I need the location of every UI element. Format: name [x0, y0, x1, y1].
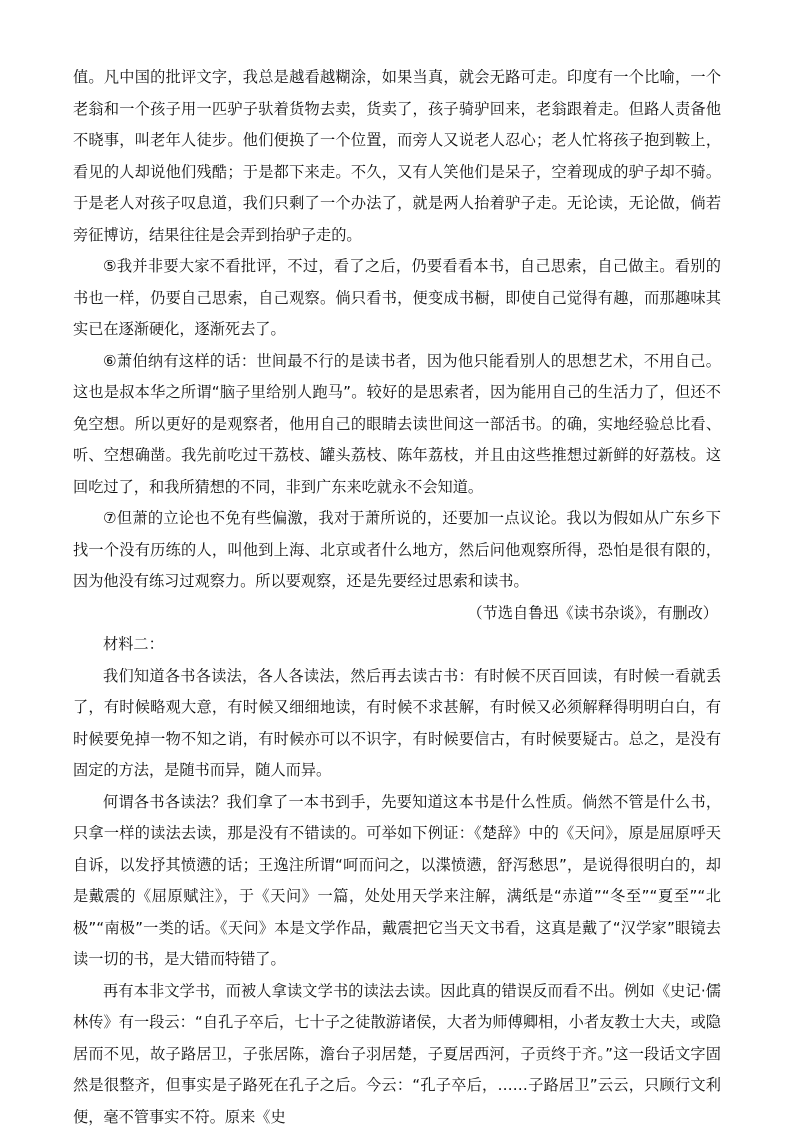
paragraph-6: ⑥萧伯纳有这样的话：世间最不行的是读书者，因为他只能看别人的思想艺术，不用自己。这也是叔本华之所谓“脑子里给别人跑马”。较好的是思索者，因为能用自己的生活力了，但还不免空想。所以更好的是观察者，他用自己的眼睛去读世间这一部活书。的确，实地经验总比看、听、空想确凿。我先前吃过干荔枝、罐头荔枝、陈年荔枝，并且由这些推想过新鲜的好荔枝。这回吃过了，和我所猜想的不同，非到广东来吃就永不会知道。: [73, 346, 721, 504]
source-citation: （节选自鲁迅《读书杂谈》，有删改）: [73, 598, 721, 630]
material-2-paragraph-2: 何谓各书各读法？我们拿了一本书到手，先要知道这本书是什么性质。倘然不管是什么书，只拿一样的读法去读，那是没有不错读的。可举如下例证：《楚辞》中的《天问》，原是屈原呼天自诉，以发抒其愤懑的话；王逸注所谓“呵而问之，以渫愤懑，舒泻愁思”，是说得很明白的，却是戴震的《屈原赋注》，于《天问》一篇，处处用天学来注解，满纸是“赤道”“冬至”“夏至”“北极”“南极”一类的话。《天问》本是文学作品，戴震把它当天文书看，这真是戴了“汉学家”眼镜去读一切的书，是大错而特错了。: [73, 787, 721, 976]
material-2-label: 材料二：: [73, 629, 721, 661]
paragraph-continued: 值。凡中国的批评文字，我总是越看越糊涂，如果当真，就会无路可走。印度有一个比喻，一个老翁和一个孩子用一匹驴子驮着货物去卖，货卖了，孩子骑驴回来，老翁跟着走。但路人责备他不晓事，叫老年人徒步。他们便换了一个位置，而旁人又说老人忍心；老人忙将孩子抱到鞍上，看见的人却说他们残酷；于是都下来走。不久，又有人笑他们是呆子，空着现成的驴子却不骑。于是老人对孩子叹息道，我们只剩了一个办法了，就是两人抬着驴子走。无论读，无论做，倘若旁征博访，结果往往是会弄到抬驴子走的。: [73, 62, 721, 251]
paragraph-5: ⑤我并非要大家不看批评，不过，看了之后，仍要看看本书，自己思索，自己做主。看别的书也一样，仍要自己思索，自己观察。倘只看书，便变成书橱，即使自己觉得有趣，而那趣味其实已在逐渐硬化，逐渐死去了。: [73, 251, 721, 346]
material-2-paragraph-3: 再有本非文学书，而被人拿读文学书的读法去读。因此真的错误反而看不出。例如《史记·儒林传》有一段云：“自孔子卒后，七十子之徒散游诸侯，大者为师傅卿相，小者友教士大夫，或隐居而不见，故子路居卫，子张居陈，澹台子羽居楚，子夏居西河，子贡终于齐。”这一段话文字固然是很整齐，但事实是子路死在孔子之后。今云：“孔子卒后，……子路居卫”云云，只顾行文利便，毫不管事实不符。原来《史: [73, 976, 721, 1133]
paragraph-7: ⑦但萧的立论也不免有些偏激，我对于萧所说的，还要加一点议论。我以为假如从广东乡下找一个没有历练的人，叫他到上海、北京或者什么地方，然后问他观察所得，恐怕是很有限的，因为他没有练习过观察力。所以要观察，还是先要经过思索和读书。: [73, 503, 721, 598]
document-page: [73, 62, 721, 1133]
material-2-paragraph-1: 我们知道各书各读法，各人各读法，然后再去读古书：有时候不厌百回读，有时候一看就丢了，有时候略观大意，有时候又细细地读，有时候不求甚解，有时候又必须解释得明明白白，有时候要免掉一物不知之诮，有时候亦可以不识字，有时候要信古，有时候要疑古。总之，是没有固定的方法，是随书而异，随人而异。: [73, 661, 721, 787]
